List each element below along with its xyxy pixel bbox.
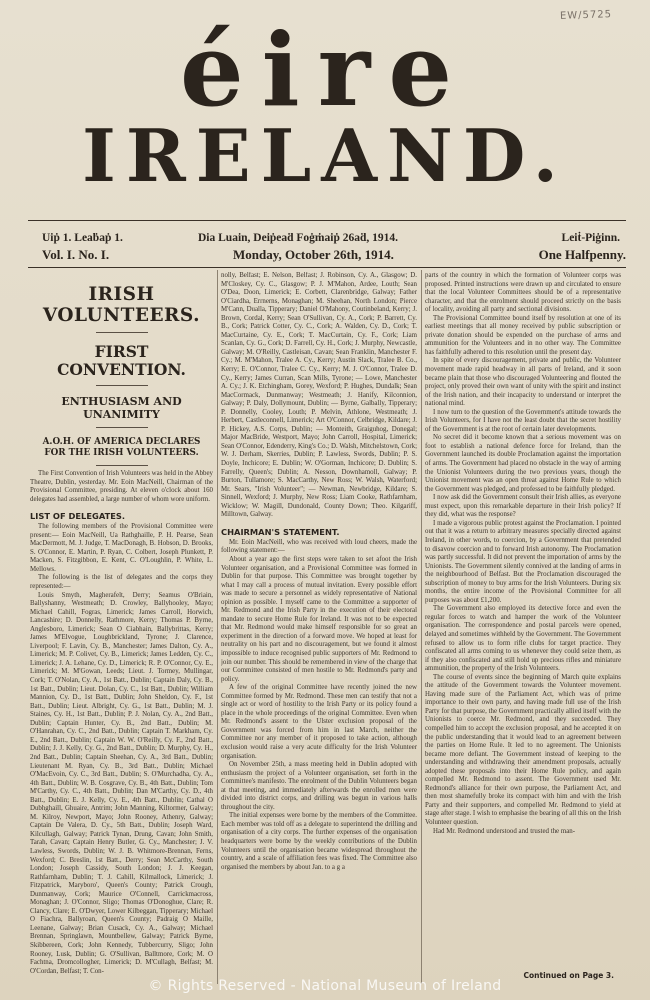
- article-paragraph: I now turn to the question of the Government's attitude towards the Irish Volunteers, for I have not the least doubt that the secret hostility of the Government is at the root of certain later developments.: [425, 408, 621, 433]
- copyright-watermark: © Rights Reserved - National Museum of Ireland: [148, 978, 502, 994]
- top-rule: [28, 220, 626, 221]
- article-paragraph: The First Convention of Irish Volunteers was held in the Abbey Theatre, Dublin, yesterday. Mr. Eoin MacNeill, Chairman of the Provisional Committee, presiding. At eleven o'clock about 160 delegates had assembled, a large number of whom wore uniform.: [30, 470, 213, 503]
- continuation-note: Continued on Page 3.: [523, 971, 614, 980]
- divider: [96, 385, 148, 386]
- article-paragraph: Louis Smyth, Magherafelt, Derry; Seamus O'Briain, Ballyshanny, Westmeath; D. Crowley, Ballyhooley, Mayo; Michael Cahill, Fogras, Limerick; James Carroll, Horwich, Lancashire; D. Donnelly, Rathmore, Kerry; Thomas P. Byrne, Anglesboro, Limerick; Sean O Ciabhain, Ballybrittas, Kerry; James M'Elvogue, Loughbrickland, Tyrone; J. Clarence, Liverpool; F. Lavin, Cy. B., Manchester; James Dalton, Cy. A., Limerick; M. P. Colivet, Cy. B., Limerick; James Ledden, Cy. C., Limerick; J. A. Lehane, Cy. D., Limerick; R. P. O'Connor, Cy. E., Limerick; M. M'Gowan, Leeds; Lieut. J. Tormey, Mullingar, Cork; T. O'Nolan, Cy. A., 1st Batt., Dublin; Captain Daly, Cy. B., 1st Batt., Dublin; Lieut. Dolan, Cy. C., 1st Batt., Dublin; William Mannion, Cy. D., 1st Batt., Dublin; John Sheldon, Cy. F., 1st Batt., Dublin; Lieut. Albright, Cy. G., 1st Batt., Dublin; M. J. Staines, Cy. H., 1st Batt., Dublin; P. J. Nolan, Cy. A., 2nd Batt., Dublin; Captain Hunter, Cy. B., 2nd Batt., Dublin; M. O'Hanrahan, Cy. C., 2nd Batt., Dublin; Captain T. Markham, Cy. E., 2nd Batt., Dublin; Captain W. W. O'Reilly, Cy. F., 2nd Batt., Dublin; J. J. Kelly, Cy. G., 2nd Batt., Dublin; D. Murphy, Cy. H., 2nd Batt., Dublin; Captain Sheehan, Cy. A., 3rd Batt., Dublin; Lieutenant M. Ryan, Cy. B., 3rd Batt., Dublin; Michael O'MacEvoin, Cy. C., 3rd Batt., Dublin; S. O'Murchadha, Cy. A., 4th Batt., Dublin; W. B. Cosgrave, Cy. B., 4th Batt., Dublin; Tom M'Carthy, Cy. C., 4th Batt., Dublin; Dan M'Carthy, Cy. D., 4th Batt., Dublin; E. J. Kelly, Cy. E., 4th Batt., Dublin; Cathal O Dubhghaill, Ghuaire, Antrim; John Manning, Kiltormer, Galway; M. Kilroy, Newport, Mayo; John Rooney, Athenry, Galway; Captain De Valera, D. Cy., 5th Batt., Dublin; Joseph Ward, Kilcullagh, Galway; Patrick Tynan, Drung, Cavan; John Smith, Tarah, Cavan; Captain Henry Butler, G. Cy., Manchester; J. V. Lawless, Swords, Dublin; W. J. B. Whitmore-Brennan, Ferns, Wexford; C. Breslin, 1st Batt., Derry; Sean McCarthy, South London; Joseph Cassidy, South London; J. J. Keegan, Rathfarnham, Dublin; T. J. Cahill, Kilmallock, Limerick; J. Fitzpatrick, Maryboro', Queen's County; Patrick Crough, Dunmanway, Cork; Maurice O'Connell, Carrickmacross, Monaghan; J. O'Connor, Sligo; Thomas O'Donoghue, Clare; R. Clancy, Clare; E. O'Dwyer, Lower Kilbeggan, Tipperary; Michael O Fiachra, Ballyroan, Queen's County; Padraig O Maille, Leenane, Galway; Brian Cusack, Cy. A., Galway; Michael Brennan, Springlawn, Mountbellew, Galway; Patrick Byrne, Skibbereen, Cork; John Kennedy, Tubbercurry, Sligo; John Rooney, Lusk, Dublin; G. O'Sullivan, Balltmore, Cork; M. O Fachtna, Dromcollogher, Limerick; D. M'Cullagh, Belfast; M. O'Cordan, Belfast; T. Con-: [30, 591, 213, 975]
- article-paragraph: The Provisional Committee bound itself by resolution at one of its earliest meetings that all money received by public subscription or private donation should be expended on the purchase of arms and ammunition for the Volunteers and in no other way. The Committee has faithfully adhered to this resolution until the present day.: [425, 314, 621, 356]
- article-paragraph: I now ask did the Government consult their Irish allies, as everyone must expect, upon this remarkable departure in their Irish policy? If they did, what was the response?: [425, 494, 621, 519]
- column-1: [30, 272, 213, 984]
- article-paragraph: Mr. Eoin MacNeill, who was received with loud cheers, made the following statement:—: [221, 538, 417, 555]
- section-heading: LIST OF DELEGATES.: [30, 511, 126, 522]
- irish-volume: Uiṗ 1. Leaḃaṗ 1.: [42, 232, 123, 244]
- article-paragraph: In spite of every discouragement, private and public, the Volunteer movement made rapid headway in all parts of Ireland, and it soon became plain that those who discouraged Volunteering and flouted the project, only proved their own want of unity with the spirit and instinct of the Irish nation, and their incapacity to understand or interpret the national mind.: [425, 357, 621, 408]
- subheadline: FIRST CONVENTION.: [57, 342, 186, 379]
- article-paragraph: A few of the original Committee have recently joined the new Committee formed by Mr. Redmond. These men can testify that not a single act or word of hostility to the Irish Party or its policy found a place in the whole proceedings of the original Committee. Even when Mr. Redmond's assent to the Ulster exclusion proposal of the Government was forced from him in last March, neither the Committee nor any member of it proposed to take action, although exclusion would raise a very acute difficulty for the Irish Volunteer organisation.: [221, 684, 417, 760]
- article-paragraph: parts of the country in which the formation of Volunteer corps was proposed. Printed instructions were drawn up and circulated to ensure that the local Volunteer Committees should be of a representative character, and that the enrolment should proceed strictly on the basis of locality, avoiding all party and sectional divisions.: [425, 272, 621, 314]
- volume: Vol. I. No. I.: [42, 247, 110, 262]
- article-paragraph: I made a vigorous public protest against the Proclamation. I pointed out that it was a return to arbitrary measures specially directed against Ireland, in other words, to coercion, by a Government that pretended to disavow coercion and to forward Irish autonomy. The Proclamation was partly successful. It did not prevent the importation of arms by the Unionists. The Government silently connived at the landing of arms in the neighbourhood of Belfast. But the Proclamation discouraged the subscription of money to buy arms for the Irish Volunteers. During six months, the entire income of the Provisional Committee for all purposes was about £1,200.: [425, 519, 621, 604]
- column-3: [425, 272, 621, 984]
- article-paragraph: The initial expenses were borne by the members of the Committee. Each member was told off as a delegate to superintend the drilling and organisation of a city corps. The further expenses of the organisation headquarters were borne by the weekly contributions of the Dublin Volunteers until the organisation became widespread throughout the country, and a scale of affiliation fees was fixed. The Committee also organised the members by about Jan. to a g a: [221, 812, 417, 871]
- divider: [96, 427, 148, 428]
- article-paragraph: nolly, Belfast; E. Nelson, Belfast; J. Robinson, Cy. A., Glasgow; D. M'Closkey, Cy. C., Glasgow; P. J. M'Mahon, Ardee, Louth; Sean O'Dea, Doon, Limerick; E. Corbett, Clarenbridge, Galway; Father O'Ciardha, Errnerns, Monaghan; M. Sheehan, North London; Pierce M'Cann, Dualla, Tipperary; Daniel O'Mahony, Coutinbeland, Kerry; J. Brown, Cordal, Kerry; Sean O'Sullivan, Cy. A., Cork; P. Barrett, Cy. B., Cork; Patrick Cotter, Cy. C., Cork; A. Walden, Cy. D., Cork; T. MacCurtaine, Cy. E., Cork; T. MacCurtain, Cy. F., Cork; Liam Scanlan, Cy. G., Cork; D. Farrell, Cy. H., Cork; J. Murphy, Newcastle, Galway; M. O'Reilly, Castleisan, Cavan; Sean Franklin, Manchester F. Cy.; M. M'Mahon, Tralee A. Cy., Kerry; Austin Slack, Tralee B. Co., Kerry; E. O'Connor, Tralee C. Cy., Kerry; M. J. O'Connor, Tralee D. Cy., Kerry; James Curran, Scan Mills, Tyrone; — Lowe, Manchester A. Cy.; J. K. Etchingham, Gorey, Wexford; P. Hughes, Dundalk; Sean MacCormack, Dunmanway; Westmeath; J. Hanify, Kilconnion, Galway; P. Daly, Dollymount, Dublin; — Byrne, Galbally, Tipperary; P. Donnelly, Cooley, Louth; P. Melvin, Athlone, Westmeath; J. Herbert, Castleconnell, Limerick; Art O'Connor, Celbridge, Kildare; J. P. Hickey, A.S. Corps, Dublin; — Monteith, Graiguhog, Donegal; Major MacBride, Westport, Mayo; John Carroll, Hospital, Limerick; Sean O'Connor, Edenderry, King's Co.; D. Walsh, Mitchelstown, Cork; W. J. Derham, Skerries, Dublin; P. Lawless, Swords, Dublin; P. S. Doyle, Inchicore; E. Dublin; W. O'Gorman, Inchicore; D. Dublin; S. Farrelly, Queen's; Dublin; A. Nesson, Downhamoll, Galway; P. Burton, Tullamore; S. MacCarthy, New Ross; W. Walsh, Waterford; Mr. Sears, "Irish Volunteer"; — Newman, Newbridge, Kildare; S. Sinnell, Wexford; J. Murphy, New Ross; Liam Cooke, Rathfarnham, Wicklow; W. Magill, Dundonald, County Down; Theo. Kilgariff, Milltown, Galway.: [221, 272, 417, 519]
- dateline-rule: [28, 267, 626, 268]
- article-paragraph: The Government also employed its detective force and even the regular forces to watch and hamper the work of the Volunteer organisation. The correspondence and postal parcels were opened, delayed and sometimes withheld by the Government. The Government refused to allow us to form rifle clubs for target practice. They confiscated all arms coming to us whenever they could seize them, as if they also confiscated and still hold up precious rifles and miniature ammunition, the property of the Irish Volunteers.: [425, 605, 621, 673]
- subheadline: ENTHUSIASM AND UNANIMITY: [61, 395, 182, 421]
- column-2: [221, 272, 417, 984]
- article-paragraph: The following is the list of delegates and the corps they represented:—: [30, 574, 213, 591]
- headline: IRISH VOLUNTEERS.: [42, 284, 201, 326]
- price: One Halfpenny.: [538, 247, 626, 262]
- article-paragraph: The following members of the Provisional Committee were present:— Eoin MacNeill, Ua Rathghaille, P. H. Pearse, Sean MacDermott, M. J. Judge, T. MacDonagh, B. Hobson, D. Brooks, S. O'Connor, E. Martin, P. Ryan, C. Colbert, Joseph Plunkett, P. Macken, S. Fitzgibbon, E. Kent, C. O'Loughlin, P. White, L. Mellows.: [30, 523, 213, 573]
- column-divider: [217, 270, 218, 984]
- masthead-irish-title: éire: [180, 11, 470, 129]
- irish-price: Leiṫ-Piġinn.: [561, 232, 620, 244]
- divider: [96, 332, 148, 333]
- article-paragraph: Had Mr. Redmond understood and trusted the man-: [433, 827, 575, 835]
- issue-date: Monday, October 26th, 1914.: [233, 247, 394, 262]
- article-paragraph: No secret did it become known that a serious movement was on foot to establish a national defence force for Ireland, than the Government launched its double Proclamation against the importation of arms. The Government had placed no obstacle in the way of arming the Unionist Volunteers during the two previous years, though the Unionist movement was an open threat against Home Rule to which the Government was pledged, and professed to be faithfully pledged.: [425, 434, 621, 493]
- handwritten-catalogue-note: EW/5725: [559, 9, 613, 22]
- section-heading: CHAIRMAN'S STATEMENT.: [221, 526, 340, 537]
- column-divider: [421, 270, 422, 984]
- article-paragraph: The course of events since the beginning of March quite explains the attitude of the Government towards the Volunteer movement. Having made sure of the Parliament Act, which was of prime importance to their own party, and having made full use of the Irish Party for that purpose, the Government practically allied itself with the Unionists to coerce Mr. Redmond, and they succeeded. They compelled him to accept the exclusion proposal, and he accepted it on the public understanding that it would lead to an agreement between the parties on Home Rule. It led to no agreement. The Unionists became more defiant. The Government instead of keeping to the understanding and withdrawing their amendment proposals, actually adopted these proposals into their Home Rule policy, and again compelled Mr. Redmond to assent. The Government used Mr. Redmond's alliance for their own purpose, the Parliament Act, and then most shamefully broke its compact with him and with the Irish Party and their supporters, and compelled Mr. Redmond to yield at stage after stage. I wish to emphasise the bearing of all this on the Irish Volunteer question.: [425, 673, 621, 826]
- article-paragraph: On November 25th, a mass meeting held in Dublin adopted with enthusiasm the project of a Volunteer organisation, set forth in the Committee's manifesto. The enrolment of the Dublin Volunteers began at that meeting, and immediately afterwards the enrolled men were divided into district corps, and drilling was begun in various halls throughout the city.: [221, 761, 417, 811]
- irish-date: Dia Luain, Deiṗeaḋ Foġṁaiṗ 26aḋ, 1914.: [198, 232, 398, 244]
- subheadline: A.O.H. OF AMERICA DECLARES FOR THE IRISH VOLUNTEERS.: [42, 437, 201, 458]
- article-paragraph: About a year ago the first steps were taken to set afoot the Irish Volunteer organisation, and a Provisional Committee was formed in Dublin for that purpose. This Committee was brought together by what I may call a process of mutual invitation. Every possible effort was made to secure a personnel as widely representative of National opinion as possible. I myself came to the Committee a supporter of Mr. Redmond and the Irish Party in the execution of their electoral mandate to secure Home Rule for Ireland. It was not to be expected that Mr. Redmond would make himself responsible for so great an experiment in the direction of a forward move. We hoped at least for neutrality on his part and no discouragement, but we found it almost impossible to induce recognised public supporters of Mr. Redmond to join our number. This should be remembered in view of the charge that our Committee consisted of men hostile to Mr. Redmond's party and policy.: [221, 555, 417, 683]
- masthead-english-title: IRELAND.: [82, 113, 568, 198]
